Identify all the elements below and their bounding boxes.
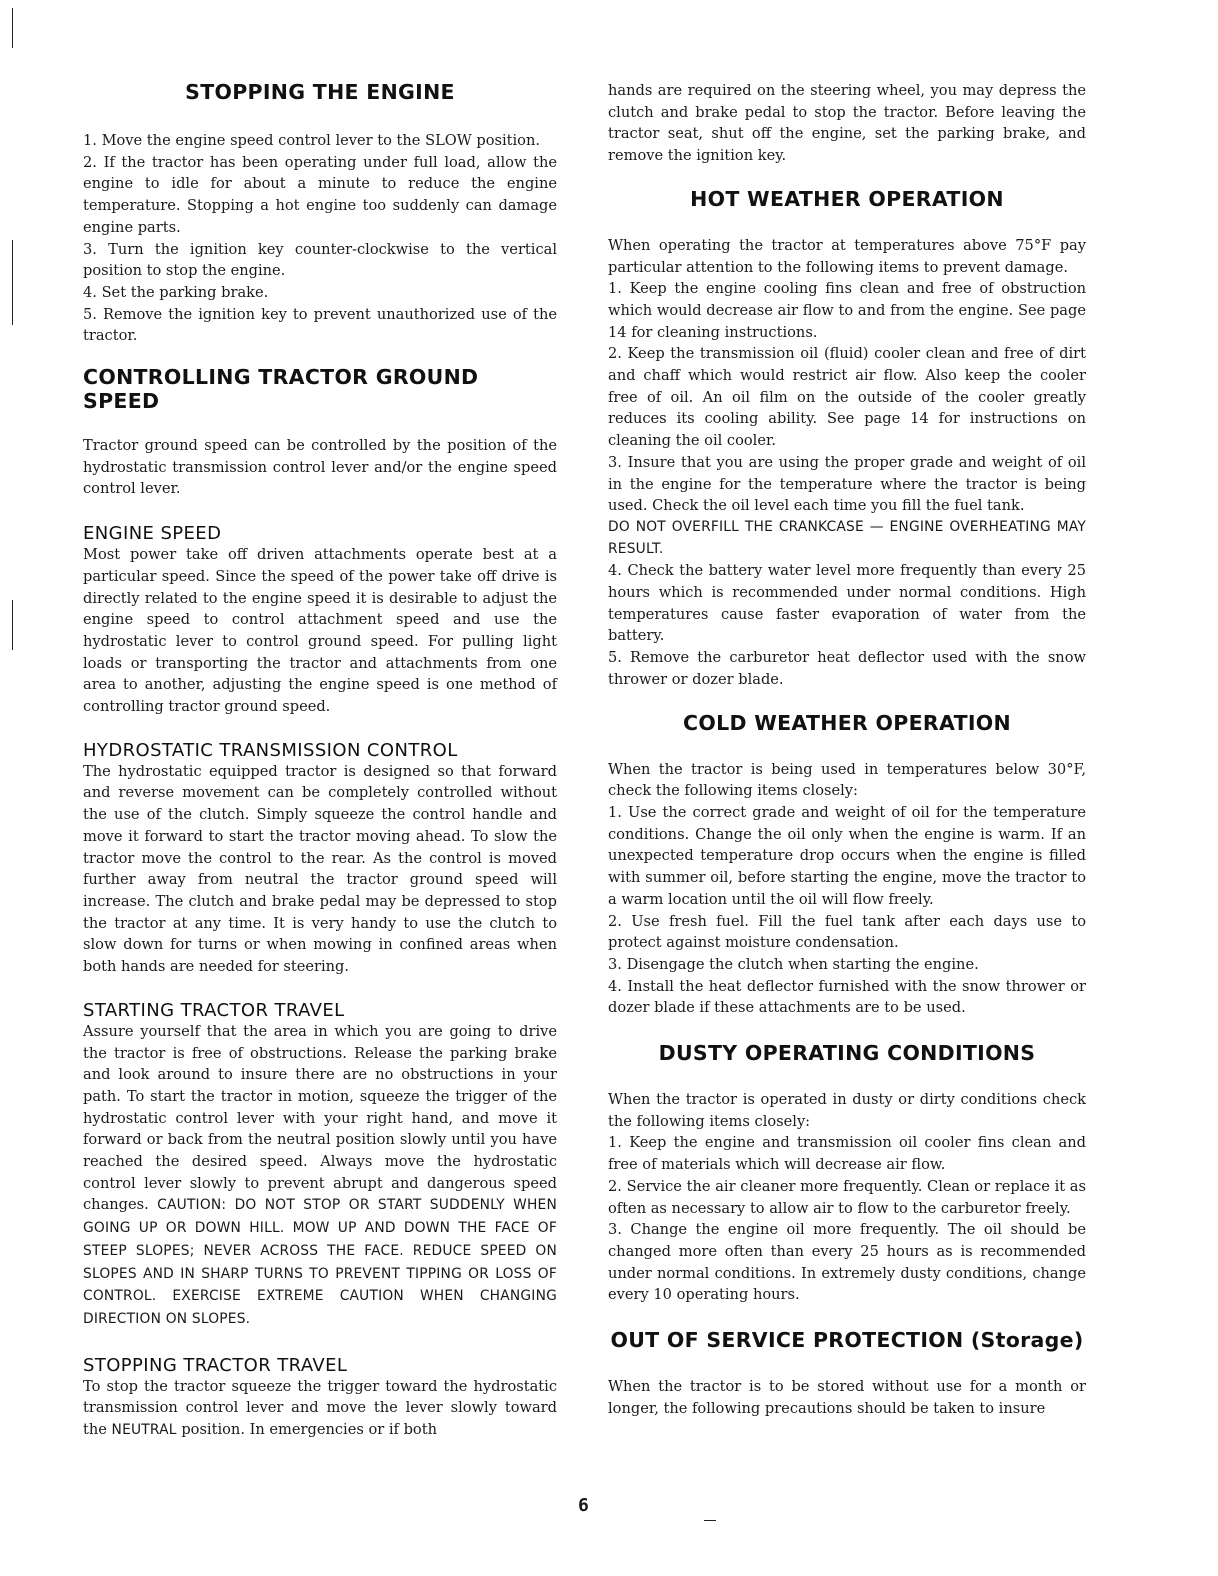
section-starting-travel (83, 1000, 557, 1331)
paragraph: When the tractor is being used in temperatures below 30°F, check the following items closely: (608, 760, 1086, 800)
section-controlling-speed (83, 365, 557, 500)
section-hydrostatic (83, 740, 557, 978)
list-item: 3. Change the engine oil more frequently. The oil should be changed more often than every 25 hours as is recommended under normal conditions. In extremely dusty conditions, change every 10 operating hours. (608, 1221, 1086, 1304)
paragraph: When the tractor is to be stored without use for a month or longer, the following precautions should be taken to insure (608, 1378, 1086, 1417)
paragraph: When the tractor is operated in dusty or dirty conditions check the following items closely: (608, 1091, 1086, 1130)
paragraph: When operating the tractor at temperatures above 75°F pay particular attention to the following items to prevent damage. (608, 236, 1086, 276)
list-item: 1. Use the correct grade and weight of oil for the temperature conditions. Change the oil only when the engine is warm. If an unexpected temperature drop occurs when the engine is filled with summer oil, before starting the engine, move the tractor to a warm location until the oil will flow freely. (608, 803, 1086, 908)
scan-mark (704, 1520, 716, 1521)
page-number: 6 (578, 1495, 589, 1516)
body-text: position. In emergencies or if both (181, 1421, 437, 1439)
subsection-title: ENGINE SPEED (83, 523, 222, 545)
list-item: 3. Disengage the clutch when starting the engine. (608, 955, 979, 973)
section-engine-speed (83, 523, 557, 718)
left-column (83, 80, 557, 1442)
section-title: HOT WEATHER OPERATION (690, 186, 1004, 211)
section-stopping-engine (83, 80, 557, 347)
list-item: 2. Use fresh fuel. Fill the fuel tank after each days use to protect against moisture condensation. (608, 912, 1086, 952)
section-title: DUSTY OPERATING CONDITIONS (658, 1041, 1036, 1066)
section-title: STOPPING THE ENGINE (185, 80, 455, 104)
paragraph (83, 1021, 557, 1331)
paragraph-continued: hands are required on the steering wheel, you may depress the clutch and brake pedal to stop the tractor. Before leaving the tractor seat, shut off the engine, set the parking brake, and remove the ignition key. (608, 82, 1086, 165)
list-item: 2. Service the air cleaner more frequently. Clean or replace it as often as necessary to allow air to flow to the carburetor freely. (608, 1177, 1086, 1217)
subsection-title: STOPPING TRACTOR TRAVEL (83, 1354, 348, 1376)
storage-title: OUT OF SERVICE PROTECTION (610, 1328, 964, 1353)
margin-mark (12, 240, 13, 325)
body-text: To stop the tractor squeeze the trigger toward the hydrostatic transmission control lever and move the lever slowly toward the (83, 1377, 557, 1439)
warning-text: DO NOT OVERFILL THE CRANKCASE — ENGINE OVERHEATING MAY RESULT. (608, 518, 1086, 557)
list-item: 4. Install the heat deflector furnished with the snow thrower or dozer blade if these attachments are to be used. (608, 977, 1086, 1017)
list-item: 4. Check the battery water level more frequently than every 25 hours which is recommended under normal conditions. High temperatures cause faster evaporation of water from the battery. (608, 562, 1086, 645)
paragraph (83, 1376, 557, 1442)
subsection-title: HYDROSTATIC TRANSMISSION CONTROL (83, 739, 458, 761)
section-dusty (608, 1041, 1086, 1306)
section-hot-weather (608, 187, 1086, 691)
section-stopping-travel (83, 1355, 557, 1442)
list-item: 4. Set the parking brake. (83, 283, 269, 301)
margin-mark (12, 8, 13, 48)
paragraph: Most power take off driven attachments operate best at a particular speed. Since the speed of the power take off drive is directly related to the engine speed it is desirable to adjust the engine speed to control attachment speed and use the hydrostatic lever to control ground speed. For pulling light loads or transporting the tractor and attachments from one area to another, adjusting the engine speed is one method of controlling tractor ground speed. (83, 546, 557, 716)
list-item: 1. Move the engine speed control lever to the SLOW position. (83, 132, 541, 149)
list-item: 1. Keep the engine cooling fins clean and free of obstruction which would decrease air flow to and from the engine. See page 14 for cleaning instructions. (608, 280, 1086, 341)
right-column (608, 80, 1086, 1419)
section-title: CONTROLLING TRACTOR GROUND SPEED (83, 365, 479, 414)
list-item: 2. If the tractor has been operating under full load, allow the engine to idle for about a minute to reduce the engine temperature. Stopping a hot engine too suddenly can damage engine parts. (83, 153, 557, 236)
list-item: 5. Remove the carburetor heat deflector used with the snow thrower or dozer blade. (608, 649, 1086, 688)
subsection-title: STARTING TRACTOR TRAVEL (83, 999, 345, 1021)
body-text: Assure yourself that the area in which you are going to drive the tractor is free of obstructions. Release the parking brake and look around to insure there are no obstructions in your path. To start the tractor in motion, squeeze the trigger of the hydrostatic control lever with your right hand, and move it forward or back from the neutral position slowly until you have reached the desired speed. Always move the hydrostatic control lever slowly to prevent abrupt and dangerous speed changes. (83, 1022, 557, 1214)
list-item: 2. Keep the transmission oil (fluid) cooler clean and free of dirt and chaff which would restrict air flow. Also keep the cooler free of oil. An oil film on the outside of the cooler greatly reduces its cooling ability. See page 14 for instructions on cleaning the oil cooler. (608, 345, 1086, 450)
neutral-term: NEUTRAL (111, 1422, 177, 1439)
list-item: 3. Insure that you are using the proper grade and weight of oil in the engine for the temperature where the tractor is being used. Check the oil level each time you fill the fuel tank. (608, 453, 1086, 515)
margin-mark (12, 600, 13, 650)
list-item: 1. Keep the engine and transmission oil cooler fins clean and free of materials which will decrease air flow. (608, 1134, 1086, 1174)
section-storage (608, 1328, 1086, 1419)
section-title: COLD WEATHER OPERATION (683, 710, 1011, 735)
section-title (608, 1328, 1086, 1352)
list-item: 5. Remove the ignition key to prevent unauthorized use of the tractor. (83, 305, 557, 345)
paragraph: The hydrostatic equipped tractor is designed so that forward and reverse movement can be completely controlled without the use of the clutch. Simply squeeze the control handle and move it forward to start the tractor moving ahead. To slow the tractor move the control to the rear. As the control is moved further away from neutral the tractor ground speed will increase. The clutch and brake pedal may be depressed to stop the tractor at any time. It is very handy to use the clutch to slow down for turns or when mowing in confined areas when both hands are needed for steering. (83, 762, 557, 976)
section-cold-weather (608, 711, 1086, 1019)
storage-title-suffix: (Storage) (970, 1328, 1084, 1353)
caution-text: CAUTION: DO NOT STOP OR START SUDDENLY WHEN GOING UP OR DOWN HILL. MOW UP AND DOWN THE FACE OF STEEP SLOPES; NEVER ACROSS THE FACE. REDUCE SPEED ON SLOPES AND IN SHARP TURNS TO PREVENT TIPPING OR LOSS OF CONTROL. EXERCISE EXTREME CAUTION WHEN CHANGING DIRECTION ON SLOPES. (83, 1197, 557, 1327)
list-item: 3. Turn the ignition key counter-clockwise to the vertical position to stop the engine. (83, 240, 557, 280)
paragraph: Tractor ground speed can be controlled by the position of the hydrostatic transmission control lever and/or the engine speed control lever. (83, 437, 557, 498)
